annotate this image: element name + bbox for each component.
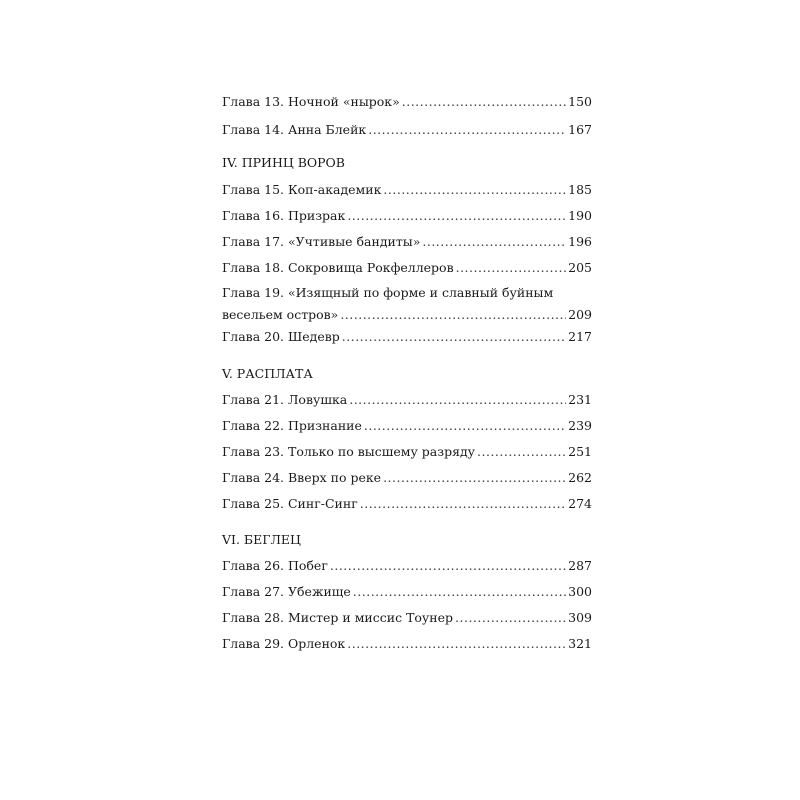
dot-leader (347, 208, 566, 224)
chapter-title: Глава 14. Анна Блейк (222, 122, 367, 137)
dot-leader (456, 260, 567, 276)
dot-leader (383, 470, 566, 486)
dot-leader (347, 636, 566, 652)
toc-entry (222, 558, 592, 574)
page-number: 205 (568, 260, 592, 275)
dot-leader (353, 584, 566, 600)
dot-leader (340, 307, 566, 323)
page-number: 231 (568, 392, 592, 407)
dot-leader (364, 418, 566, 434)
chapter-title: Глава 16. Призрак (222, 208, 346, 223)
toc-entry (222, 329, 592, 345)
page-number: 300 (568, 584, 592, 599)
dot-leader (330, 558, 566, 574)
chapter-title: Глава 23. Только по высшему разряду (222, 444, 476, 459)
dot-leader (422, 234, 566, 250)
toc-entry (222, 418, 592, 434)
toc-entry (222, 470, 592, 486)
page-number: 262 (568, 470, 592, 485)
chapter-title: Глава 25. Синг-Синг (222, 496, 358, 511)
dot-leader (342, 329, 566, 345)
toc-entry (222, 234, 592, 250)
page-number: 251 (568, 444, 592, 459)
chapter-title: Глава 13. Ночной «нырок» (222, 94, 400, 109)
dot-leader (368, 122, 566, 138)
page-number: 239 (568, 418, 592, 433)
dot-leader (349, 392, 566, 408)
toc-entry (222, 208, 592, 224)
chapter-title: Глава 28. Мистер и миссис Тоунер (222, 610, 454, 625)
dot-leader (402, 94, 566, 110)
page-number: 274 (568, 496, 592, 511)
toc-entry (222, 610, 592, 626)
section-heading: V. РАСПЛАТА (222, 366, 313, 381)
toc-entry (222, 392, 592, 408)
chapter-title: Глава 18. Сокровища Рокфеллеров (222, 260, 454, 275)
dot-leader (477, 444, 566, 460)
page-number: 209 (568, 307, 592, 322)
page-number: 167 (568, 122, 592, 137)
chapter-title: Глава 17. «Учтивые бандиты» (222, 234, 421, 249)
chapter-title: Глава 24. Вверх по реке (222, 470, 382, 485)
chapter-title: Глава 21. Ловушка (222, 392, 348, 407)
toc-entry (222, 636, 592, 652)
toc-entry (222, 260, 592, 276)
toc-entry (222, 182, 592, 198)
toc-entry (222, 584, 592, 600)
toc-entry (222, 94, 592, 110)
chapter-title: Глава 22. Признание (222, 418, 362, 433)
page-number: 217 (568, 329, 592, 344)
chapter-title: Глава 15. Коп-академик (222, 182, 382, 197)
chapter-title: Глава 29. Орленок (222, 636, 346, 651)
chapter-title: Глава 20. Шедевр (222, 329, 340, 344)
page-number: 190 (568, 208, 592, 223)
toc-entry (222, 444, 592, 460)
toc-entry (222, 285, 592, 323)
page-number: 185 (568, 182, 592, 197)
section-heading: VI. БЕГЛЕЦ (222, 532, 301, 547)
chapter-title-line1: Глава 19. «Изящный по форме и славный буйным (222, 285, 554, 300)
dot-leader (360, 496, 566, 512)
page-number: 309 (568, 610, 592, 625)
toc-entry (222, 122, 592, 138)
chapter-title: Глава 27. Убежище (222, 584, 351, 599)
toc-entry (222, 496, 592, 512)
chapter-title: Глава 26. Побег (222, 558, 328, 573)
dot-leader (455, 610, 566, 626)
section-heading: IV. ПРИНЦ ВОРОВ (222, 155, 345, 170)
page-number: 150 (568, 94, 592, 109)
dot-leader (383, 182, 566, 198)
chapter-title: весельем остров» (222, 307, 339, 322)
page-number: 287 (568, 558, 592, 573)
page-number: 196 (568, 234, 592, 249)
page-number: 321 (568, 636, 592, 651)
